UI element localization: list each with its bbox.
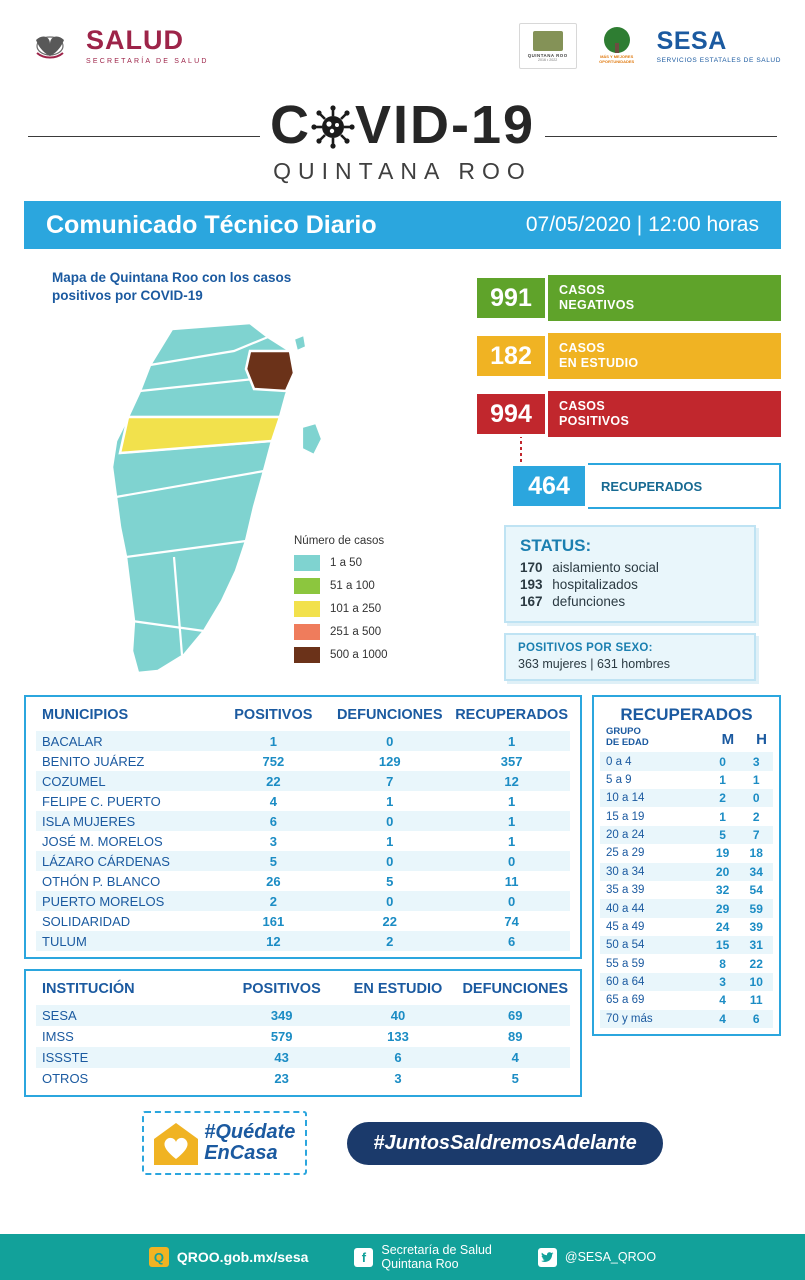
recuperados-count: 464 (510, 463, 588, 509)
status-hospitalizados-count: 193 (520, 577, 543, 592)
legend-label: 251 a 500 (330, 626, 382, 639)
municipio-defunciones: 1 (386, 793, 394, 809)
left-tables (24, 695, 582, 1097)
age-m: 2 (706, 789, 740, 807)
status-aislamiento-label: aislamiento social (552, 560, 659, 575)
institucion-positivos: 43 (228, 1047, 336, 1068)
municipio-name: BACALAR (36, 731, 220, 751)
estudio-label (545, 333, 781, 379)
stats-section (474, 263, 781, 685)
table-row (600, 918, 773, 936)
table-row (600, 826, 773, 844)
recuperados-table-title: RECUPERADOS (620, 705, 753, 725)
map-section (24, 263, 464, 685)
col-positivos: POSITIVOS (234, 707, 313, 724)
status-box (504, 525, 756, 623)
municipio-recuperados: 1 (507, 793, 516, 809)
eagle-icon (24, 27, 76, 65)
col-defunciones: DEFUNCIONES (336, 707, 443, 724)
legend-item (294, 555, 388, 571)
institucion-estudio: 133 (387, 1029, 409, 1045)
salud-subtitle: SECRETARÍA DE SALUD (86, 58, 209, 65)
estudio-label-line2: EN ESTUDIO (559, 356, 639, 370)
municipio-recuperados: 1 (507, 833, 516, 849)
twitter-icon (538, 1248, 557, 1267)
municipio-name: COZUMEL (36, 771, 220, 791)
quedate-line2: EnCasa (204, 1142, 278, 1165)
age-group: 40 a 44 (600, 899, 706, 917)
table-row (36, 771, 570, 791)
municipio-recuperados: 0 (453, 851, 570, 871)
municipio-defunciones: 0 (326, 811, 453, 831)
age-group: 25 a 29 (606, 847, 645, 860)
grupo-edad-line2: DE EDAD (606, 736, 649, 748)
municipio-positivos: 3 (269, 833, 277, 849)
institucion-positivos: 349 (228, 1005, 336, 1026)
age-m: 19 (715, 846, 730, 861)
mmo-text: MÁS Y MEJORES OPORTUNIDADES (599, 54, 635, 64)
legend-item (294, 601, 388, 617)
municipio-defunciones: 22 (382, 913, 397, 929)
map-area (24, 305, 464, 685)
virus-icon (311, 100, 355, 144)
col-inst-estudio: EN ESTUDIO (353, 981, 443, 998)
tables-section (0, 685, 805, 1097)
covid-title-pre: C (269, 95, 311, 155)
qroo-logo-line2: 2016 • 2022 (538, 57, 558, 62)
age-group: 35 a 39 (606, 884, 645, 897)
age-h: 18 (749, 846, 763, 861)
status-hospitalizados-label: hospitalizados (552, 577, 638, 592)
table-row (36, 891, 570, 911)
positivos-label-line2: POSITIVOS (559, 414, 630, 428)
age-m: 20 (706, 863, 740, 881)
table-row (36, 751, 570, 771)
table-row (600, 899, 773, 917)
municipio-name: BENITO JUÁREZ (42, 753, 145, 769)
col-inst-positivos: POSITIVOS (242, 981, 321, 998)
negativos-count: 991 (474, 275, 548, 321)
recuperados-edad-table (600, 752, 773, 1028)
table-row (600, 954, 773, 972)
institucion-estudio: 6 (336, 1047, 461, 1068)
quedate-line1: #Quédate (204, 1121, 296, 1144)
negativos-label-line1: CASOS (559, 283, 605, 298)
municipio-positivos: 12 (220, 931, 326, 951)
age-group: 5 a 9 (606, 773, 632, 786)
table-header-row (36, 705, 570, 731)
legend-swatch (294, 578, 320, 594)
municipio-defunciones: 7 (326, 771, 453, 791)
age-m: 1 (719, 809, 726, 824)
municipio-positivos: 6 (220, 811, 326, 831)
stat-recuperados (510, 463, 781, 509)
institucion-estudio: 3 (394, 1071, 402, 1087)
stat-casos-negativos (474, 275, 781, 321)
main-content (0, 249, 805, 685)
footer-twitter[interactable] (538, 1248, 656, 1267)
municipio-name: ISLA MUJERES (36, 811, 220, 831)
table-row (36, 911, 570, 931)
legend-swatch (294, 624, 320, 640)
municipio-positivos: 4 (269, 793, 277, 809)
col-inst-defunciones: DEFUNCIONES (462, 981, 568, 998)
table-row (600, 789, 773, 807)
age-h: 1 (752, 772, 760, 787)
legend-item (294, 647, 388, 663)
covid-title-post: VID-19 (354, 95, 536, 155)
banner-title: Comunicado Técnico Diario (46, 210, 377, 239)
municipio-positivos: 1 (220, 731, 326, 751)
footer-website[interactable] (149, 1247, 308, 1267)
legend-label: 51 a 100 (330, 580, 375, 593)
age-h: 54 (749, 883, 763, 898)
sexo-value: 363 mujeres | 631 hombres (518, 657, 670, 671)
table-row (36, 731, 570, 751)
salud-logo (24, 27, 209, 65)
institucion-name: IMSS (42, 1029, 74, 1045)
legend-title: Número de casos (294, 535, 385, 548)
page-header (0, 0, 805, 92)
municipio-recuperados: 6 (453, 931, 570, 951)
status-row (520, 577, 740, 592)
covid-title-block (0, 94, 805, 185)
footer-bar (0, 1234, 805, 1280)
institucion-name: ISSSTE (36, 1047, 228, 1068)
age-h: 39 (749, 919, 763, 934)
municipio-defunciones: 129 (378, 753, 401, 769)
sesa-title: SESA (656, 26, 727, 55)
age-m: 29 (706, 899, 740, 917)
municipio-recuperados: 0 (453, 891, 570, 911)
age-group: 20 a 24 (600, 826, 706, 844)
age-m: 0 (706, 752, 740, 770)
institucion-name: SESA (36, 1005, 228, 1026)
tree-icon (604, 27, 630, 53)
municipio-name: PUERTO MORELOS (36, 891, 220, 911)
status-title: STATUS: (520, 536, 592, 555)
table-row (36, 831, 570, 851)
positivos-label-line1: CASOS (559, 399, 605, 414)
status-row (520, 560, 740, 575)
legend-label: 101 a 250 (330, 603, 382, 616)
col-municipios: MUNICIPIOS (42, 707, 129, 724)
municipios-card (24, 695, 582, 959)
municipio-defunciones: 5 (386, 873, 394, 889)
table-row (600, 807, 773, 825)
col-institucion: INSTITUCIÓN (42, 981, 135, 998)
municipios-table (36, 705, 570, 951)
legend-item (294, 624, 388, 640)
age-m: 4 (719, 993, 726, 1008)
age-group: 10 a 14 (600, 789, 706, 807)
table-row (36, 871, 570, 891)
municipio-recuperados: 1 (453, 731, 570, 751)
municipio-recuperados: 1 (453, 811, 570, 831)
status-defunciones-count: 167 (520, 594, 543, 609)
col-mujeres: M (721, 731, 735, 749)
footer-website-label: QROO.gob.mx/sesa (176, 1249, 309, 1265)
municipio-name: OTHÓN P. BLANCO (42, 873, 161, 889)
table-row (600, 881, 773, 899)
table-row (36, 791, 570, 811)
institucion-defunciones: 89 (507, 1029, 523, 1045)
table-row (600, 844, 773, 862)
mas-y-mejores-oportunidades-logo (591, 23, 643, 69)
age-h: 10 (739, 973, 773, 991)
map-legend (294, 535, 388, 670)
salud-title: SALUD (86, 25, 184, 55)
legend-swatch (294, 647, 320, 663)
qroo-logo-line1: QUINTANA ROO (527, 52, 568, 58)
estudio-count: 182 (474, 333, 548, 379)
age-h: 22 (749, 956, 763, 971)
age-m: 1 (719, 772, 726, 787)
table-row (36, 1068, 570, 1089)
age-group: 55 a 59 (606, 957, 645, 970)
campaign-section (0, 1097, 805, 1185)
connector-vertical (520, 435, 522, 465)
age-m: 32 (715, 883, 730, 898)
age-m: 3 (706, 973, 740, 991)
table-row (600, 771, 773, 789)
negativos-label (545, 275, 781, 321)
quedate-en-casa-badge (142, 1111, 307, 1175)
institucion-estudio: 40 (336, 1005, 461, 1026)
municipio-defunciones: 2 (326, 931, 453, 951)
age-group: 50 a 54 (600, 936, 706, 954)
municipio-recuperados: 11 (504, 873, 519, 889)
age-h: 59 (739, 899, 773, 917)
recuperados-table-head (600, 727, 773, 752)
municipio-recuperados: 12 (453, 771, 570, 791)
age-h: 0 (739, 789, 773, 807)
age-group: 0 a 4 (600, 752, 706, 770)
municipio-recuperados: 74 (504, 913, 519, 929)
qroo-mark-icon: Q (149, 1247, 169, 1267)
legend-item (294, 578, 388, 594)
table-row (600, 752, 773, 770)
institucion-name: OTROS (42, 1071, 89, 1087)
age-h: 7 (739, 826, 773, 844)
municipio-positivos: 22 (220, 771, 326, 791)
institucion-defunciones: 5 (511, 1071, 519, 1087)
table-row (600, 1010, 773, 1028)
status-row (520, 594, 740, 609)
state-subtitle: QUINTANA ROO (273, 158, 532, 184)
municipio-recuperados: 357 (500, 753, 523, 769)
legend-label: 1 a 50 (330, 557, 362, 570)
age-h: 3 (739, 752, 773, 770)
age-group: 70 y más (600, 1010, 706, 1028)
sesa-subtitle: SERVICIOS ESTATALES DE SALUD (656, 56, 781, 64)
table-row (36, 1005, 570, 1026)
institucion-defunciones: 69 (460, 1005, 570, 1026)
age-m: 8 (719, 956, 726, 971)
table-row (600, 991, 773, 1009)
municipio-name: LÁZARO CÁRDENAS (36, 851, 220, 871)
age-h: 31 (739, 936, 773, 954)
positivos-count: 994 (474, 391, 548, 437)
institucion-defunciones: 4 (460, 1047, 570, 1068)
table-header-row (36, 979, 570, 1005)
facebook-icon: f (354, 1248, 373, 1267)
banner-date: 07/05/2020 | 12:00 horas (525, 213, 759, 236)
page-title (260, 94, 545, 156)
sesa-logo (656, 26, 781, 64)
table-row (36, 1047, 570, 1068)
footer-twitter-label: @SESA_QROO (564, 1250, 657, 1264)
table-row (600, 973, 773, 991)
municipio-positivos: 161 (262, 913, 285, 929)
municipio-name: JOSÉ M. MORELOS (42, 833, 163, 849)
age-group: 65 a 69 (606, 994, 645, 1007)
institucion-positivos: 579 (270, 1029, 293, 1045)
recuperados-card (592, 695, 781, 1036)
municipio-name: SOLIDARIDAD (42, 913, 131, 929)
institucion-positivos: 23 (274, 1071, 289, 1087)
age-m: 24 (715, 919, 730, 934)
quintana-roo-logo (519, 23, 577, 69)
municipio-positivos: 5 (220, 851, 326, 871)
recuperados-label: RECUPERADOS (585, 463, 781, 509)
status-defunciones-label: defunciones (552, 594, 626, 609)
footer-facebook-line2: Quintana Roo (381, 1257, 459, 1271)
instituciones-table (36, 979, 570, 1089)
table-row (600, 936, 773, 954)
daily-report-banner (24, 201, 781, 249)
negativos-label-line2: NEGATIVOS (559, 298, 635, 312)
age-h: 11 (749, 993, 763, 1008)
municipio-name: FELIPE C. PUERTO (42, 793, 161, 809)
qroo-emblem-icon (533, 31, 563, 51)
municipio-positivos: 752 (262, 753, 285, 769)
municipio-defunciones: 0 (326, 731, 453, 751)
age-h: 34 (739, 863, 773, 881)
age-m: 15 (706, 936, 740, 954)
age-m: 4 (706, 1010, 740, 1028)
table-row (36, 811, 570, 831)
legend-label: 500 a 1000 (330, 649, 388, 662)
legend-swatch (294, 555, 320, 571)
table-row (36, 1026, 570, 1047)
col-hombres: H (756, 731, 767, 749)
col-recuperados: RECUPERADOS (455, 707, 568, 724)
sexo-title: POSITIVOS POR SEXO: (518, 642, 653, 654)
municipio-defunciones: 0 (326, 891, 453, 911)
positivos-por-sexo-box (504, 633, 756, 681)
municipio-defunciones: 0 (326, 851, 453, 871)
stat-casos-positivos (474, 391, 781, 437)
municipio-positivos: 26 (266, 873, 281, 889)
status-aislamiento-count: 170 (520, 560, 543, 575)
table-row (36, 851, 570, 871)
age-group: 30 a 34 (600, 863, 706, 881)
positivos-label (545, 391, 781, 437)
table-row (36, 931, 570, 951)
age-h: 6 (739, 1010, 773, 1028)
age-group: 60 a 64 (600, 973, 706, 991)
grupo-edad-line1: GRUPO (606, 726, 641, 738)
footer-facebook-line1: Secretaría de Salud (381, 1242, 492, 1257)
house-heart-icon (148, 1117, 204, 1169)
stat-casos-en-estudio (474, 333, 781, 379)
age-m: 5 (706, 826, 740, 844)
table-row (600, 863, 773, 881)
map-title: Mapa de Quintana Roo con los casos positivos por COVID-19 (52, 270, 292, 304)
age-group: 45 a 49 (606, 920, 645, 933)
juntos-saldremos-adelante-badge: #JuntosSaldremosAdelante (347, 1122, 662, 1165)
municipio-name: TULUM (36, 931, 220, 951)
municipio-positivos: 2 (220, 891, 326, 911)
municipio-defunciones: 1 (386, 833, 394, 849)
age-group: 15 a 19 (606, 810, 645, 823)
instituciones-card (24, 969, 582, 1097)
estudio-label-line1: CASOS (559, 341, 605, 356)
footer-facebook[interactable] (354, 1243, 492, 1272)
age-h: 2 (752, 809, 760, 824)
legend-swatch (294, 601, 320, 617)
